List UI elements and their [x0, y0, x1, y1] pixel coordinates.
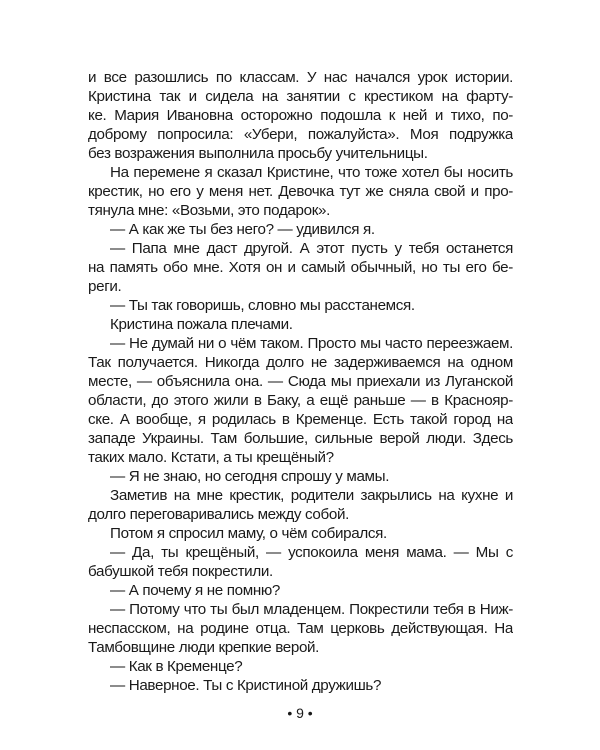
text-line: ке. Мария Ивановна осторожно подошла к ней и тихо, по-: [88, 107, 513, 124]
text-line: Заметив на мне крестик, родители закрылись на кухне и: [110, 487, 513, 504]
text-line: и все разошлись по классам. У нас начался урок истории.: [88, 69, 513, 86]
text-line: — Я не знаю, но сегодня спрошу у мамы.: [110, 468, 390, 485]
text-line: без возражения выполнила просьбу учительницы.: [88, 145, 428, 162]
text-line: Кристина так и сидела на занятии с крестиком на фарту-: [88, 88, 513, 105]
page-number: • 9 •: [287, 705, 313, 721]
text-line: — Как в Кременце?: [110, 658, 243, 675]
text-line: — Ты так говоришь, словно мы расстанемся.: [110, 297, 415, 314]
text-line: неспасском, на родине отца. Там церковь действующая. На: [88, 620, 513, 637]
text-line: — Да, ты крещёный, — успокоила меня мама. — Мы с: [110, 544, 513, 561]
text-line: бабушкой тебя покрестили.: [88, 563, 273, 580]
text-line: реги.: [88, 278, 122, 295]
page-body-text: [88, 68, 513, 695]
text-line: тянула мне: «Возьми, это подарок».: [88, 202, 330, 219]
text-line: — Потому что ты был младенцем. Покрестили тебя в Ниж-: [110, 601, 513, 618]
text-line: На перемене я сказал Кристине, что тоже хотел бы носить: [110, 164, 513, 181]
text-line: на память обо мне. Хотя он и самый обычный, но ты его бе-: [88, 259, 513, 276]
text-line: — Папа мне даст другой. А этот пусть у тебя останется: [110, 240, 513, 257]
text-line: — А как же ты без него? — удивился я.: [110, 221, 375, 238]
text-line: — Не думай ни о чём таком. Просто мы часто переезжаем.: [110, 335, 513, 352]
text-line: Кристина пожала плечами.: [110, 316, 293, 333]
text-line: Так получается. Никогда долго не задерживаемся на одном: [88, 354, 513, 371]
text-line: долго переговаривались между собой.: [88, 506, 349, 523]
text-line: ске. А вообще, я родилась в Кременце. Есть такой город на: [88, 411, 513, 428]
text-line: Потом я спросил маму, о чём собирался.: [110, 525, 387, 542]
text-line: — А почему я не помню?: [110, 582, 281, 599]
text-line: — Наверное. Ты с Кристиной дружишь?: [110, 677, 382, 694]
text-line: Тамбовщине люди крепкие верой.: [88, 639, 320, 656]
text-line: западе Украины. Там большие, сильные верой люди. Здесь: [88, 430, 513, 447]
text-line: месте, — объяснила она. — Сюда мы приехали из Луганской: [88, 373, 513, 390]
text-line: области, до этого жили в Баку, а ещё раньше — в Краснояр-: [88, 392, 513, 409]
text-line: таких мало. Кстати, а ты крещёный?: [88, 449, 334, 466]
text-line: доброму попросила: «Убери, пожалуйста». Моя подружка: [88, 126, 513, 143]
text-line: крестик, но его у меня нет. Девочка тут же сняла свой и про-: [88, 183, 513, 200]
